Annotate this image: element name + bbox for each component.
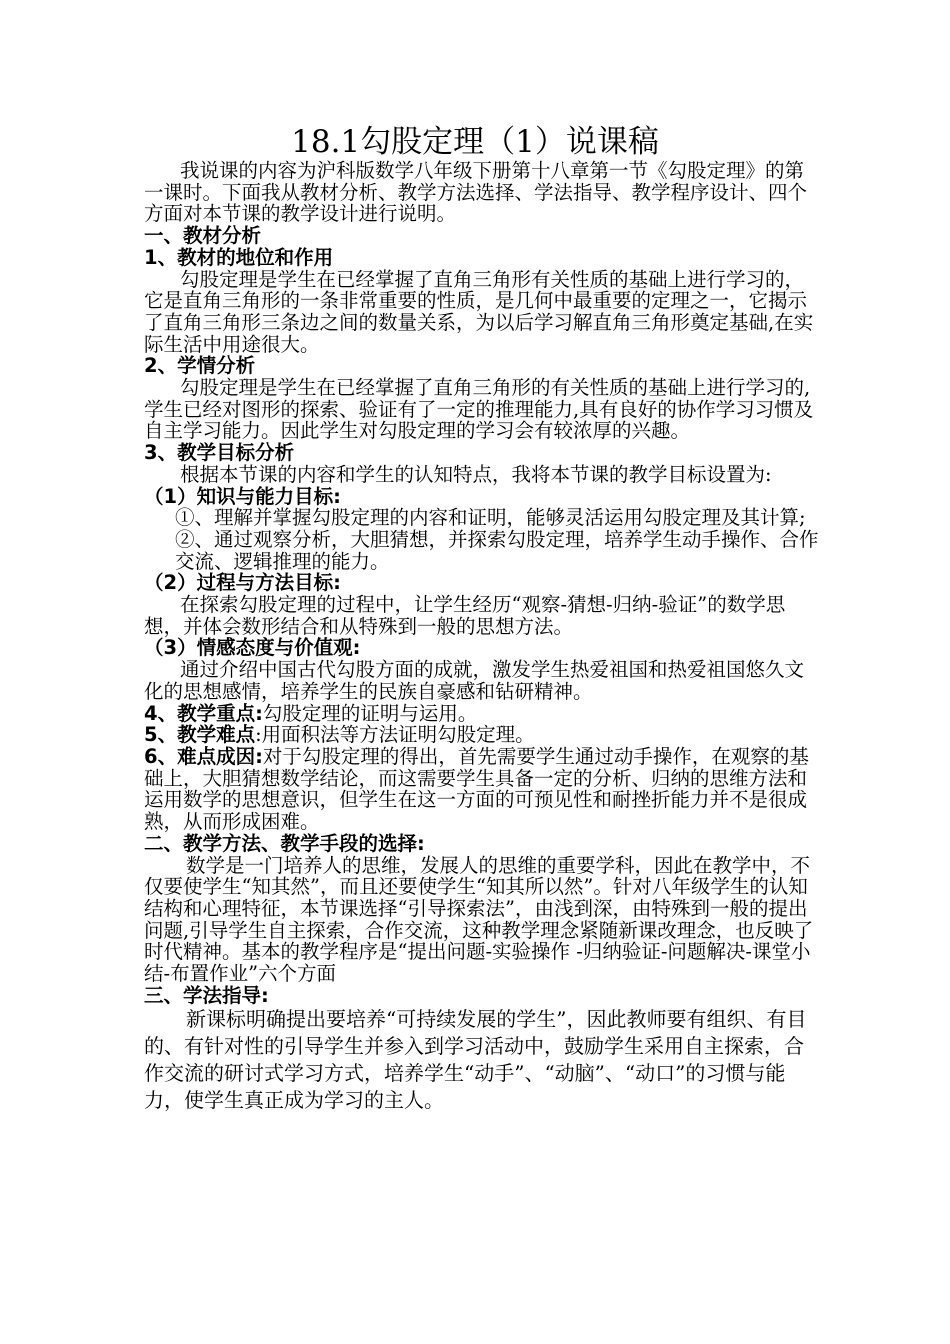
difficulty-line xyxy=(144,724,819,746)
intro-paragraph: 我说课的内容为沪科版数学八年级下册第十八章第一节《勾股定理》的第一课时。下面我从教材分析、教学方法选择、学法指导、教学程序设计、四个方面对本节课的教学设计进行说明。 xyxy=(144,159,808,226)
goal-heading-3: （3）情感态度与价值观: xyxy=(144,636,361,660)
section-heading-1: 一、教材分析 xyxy=(144,224,262,248)
difficulty-cause-text: 对于勾股定理的得出，首先需要学生通过动手操作，在观察的基础上，大胆猜想数学结论，而这需要学生具备一定的分析、归纳的思维方法和运用数学的思想意识，但学生在这一方面的可预见性和耐挫折能力并不是很成熟，从而形成困难。 xyxy=(144,744,809,834)
section-heading-2: 二、教学方法、教学手段的选择: xyxy=(144,831,425,855)
goal-item-1: ①、理解并掌握勾股定理的内容和证明，能够灵活运用勾股定理及其计算; xyxy=(175,506,806,530)
subsection-heading-1-3: 3、教学目标分析 xyxy=(144,441,295,465)
difficulty-text: :用面积法等方法证明勾股定理。 xyxy=(255,723,535,747)
paragraph-1-1: 勾股定理是学生在已经掌握了直角三角形有关性质的基础上进行学习的，它是直角三角形的一条非常重要的性质，是几何中最重要的定理之一，它揭示了直角三角形三条边之间的数量关系，为以后学习解直角三角形奠定基础,在实际生活中用途很大。 xyxy=(144,267,814,356)
key-point-text: 勾股定理的证明与运用。 xyxy=(262,701,478,725)
difficulty-cause-paragraph xyxy=(144,746,819,833)
paragraph-1-3: 根据本节课的内容和学生的认知特点，我将本节课的教学目标设置为: xyxy=(180,462,772,486)
goal-paragraph-3: 通过介绍中国古代勾股方面的成就，激发学生热爱祖国和热爱祖国悠久文化的思想感情，培养学生的民族自豪感和钻研精神。 xyxy=(144,658,805,703)
subsection-heading-1-1: 1、教材的地位和作用 xyxy=(144,245,334,269)
paragraph-3: 新课标明确提出要培养“可持续发展的学生”，因此教师要有组织、有目的、有针对性的引导学生并参入到学习活动中，鼓励学生采用自主探索，合作交流的研讨式学习方式，培养学生“动手”、“动脑”、“动口”的习惯与能力，使学生真正成为学习的主人。 xyxy=(144,1007,807,1113)
key-point-label: 4、教学重点: xyxy=(144,701,263,725)
subsection-heading-1-2: 2、学情分析 xyxy=(144,354,256,378)
goal-item-2: ②、通过观察分析，大胆猜想，并探索勾股定理，培养学生动手操作、合作交流、逻辑推理的能力。 xyxy=(175,527,819,573)
document-body xyxy=(144,160,819,1114)
key-point-line xyxy=(144,703,819,725)
paragraph-2: 数学是一门培养人的思维，发展人的思维的重要学科，因此在教学中，不仅要使学生“知其然”，而且还要使学生“知其所以然”。针对八年级学生的认知结构和心理特征，本节课选择“引导探索法”，由浅到深，由特殊到一般的提出问题,引导学生自主探索，合作交流，这种教学理念紧随新课改理念，也反映了时代精神。基本的教学程序是“提出问题-实验操作 -归纳验证-问题解决-课堂小结-布置作业”六个方面 xyxy=(144,853,814,986)
goal-heading-1: （1）知识与能力目标: xyxy=(144,484,341,508)
section-heading-3: 三、学法指导: xyxy=(144,983,269,1007)
difficulty-cause-label: 6、难点成因: xyxy=(144,744,263,768)
page-title: 18.1勾股定理（1）说课稿 xyxy=(291,124,659,160)
goal-heading-2: （2）过程与方法目标: xyxy=(144,571,341,595)
paragraph-1-2: 勾股定理是学生在已经掌握了直角三角形的有关性质的基础上进行学习的,学生已经对图形的探索、验证有了一定的推理能力,具有良好的协作学习习惯及自主学习能力。因此学生对勾股定理的学习会有较浓厚的兴趣。 xyxy=(144,376,814,443)
goal-paragraph-2: 在探索勾股定理的过程中，让学生经历“观察-猜想-归纳-验证”的数学思想，并体会数形结合和从特殊到一般的思想方法。 xyxy=(144,593,786,638)
difficulty-label: 5、教学难点 xyxy=(144,723,256,747)
